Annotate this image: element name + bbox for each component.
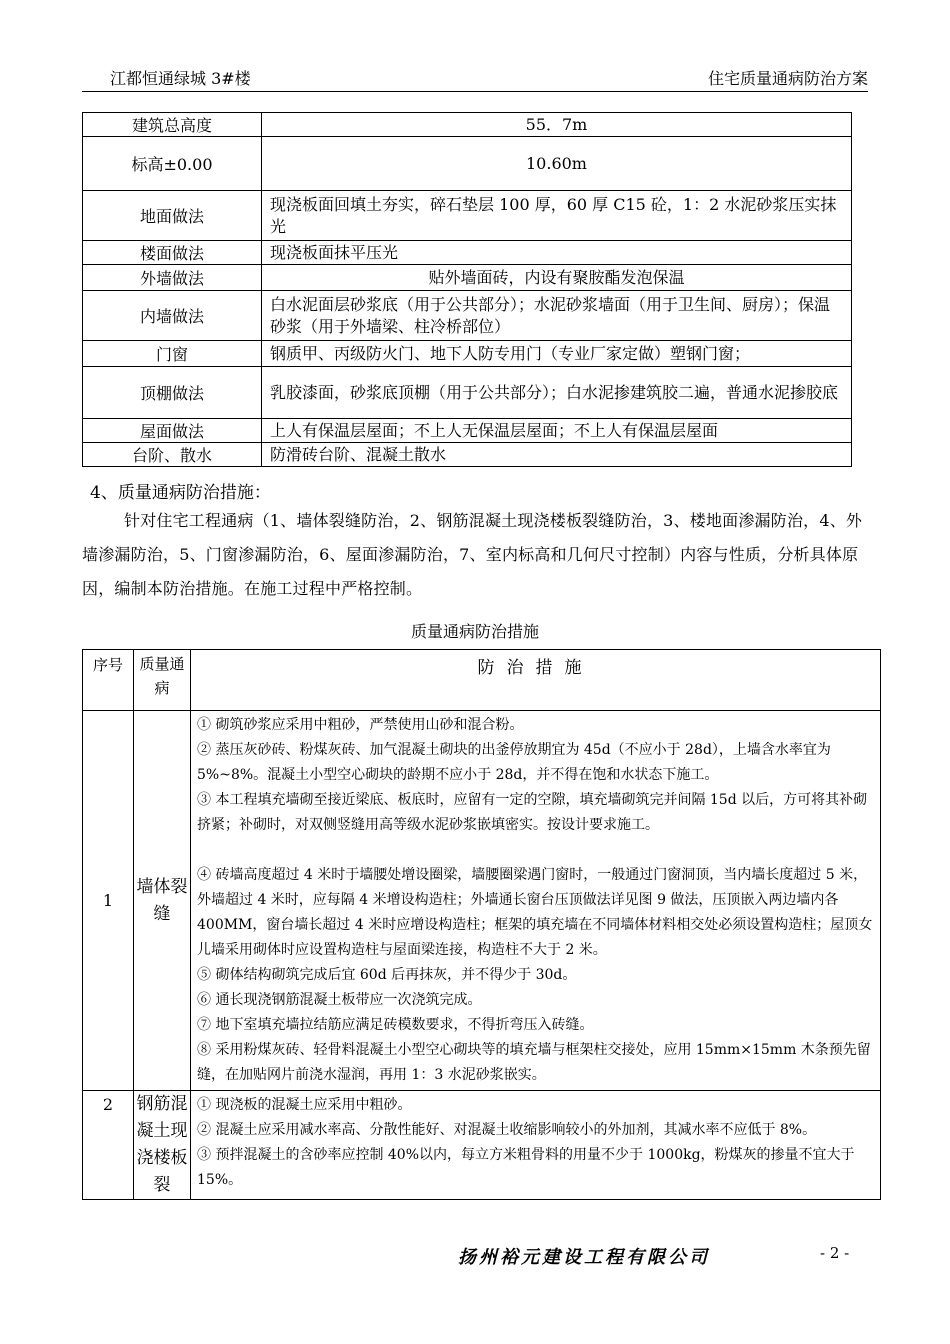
row-no: 2 xyxy=(83,1091,134,1200)
measure-blank-line xyxy=(197,838,874,863)
measure-item: ① 砌筑砂浆应采用中粗砂，严禁使用山砂和混合粉。 xyxy=(197,717,524,733)
spec-value: 10.60m xyxy=(262,137,852,191)
spec-value: 防滑砖台阶、混凝土散水 xyxy=(262,443,852,467)
measure-item: ③ 预拌混凝土的含砂率应控制 40%以内，每立方米粗骨料的用量不少于 1000kg，粉煤灰的掺量不宜大于 15%。 xyxy=(197,1147,855,1188)
header-measures: 防治措施 xyxy=(191,650,881,711)
header-rule xyxy=(82,91,868,92)
spec-value: 乳胶漆面，砂浆底顶棚（用于公共部分）；白水泥掺建筑胶二遍，普通水泥掺胶底 xyxy=(262,367,852,419)
measure-item: ⑦ 地下室填充墙拉结筋应满足砖模数要求，不得折弯压入砖缝。 xyxy=(197,1017,594,1033)
measure-item: ⑥ 通长现浇钢筋混凝土板带应一次浇筑完成。 xyxy=(197,992,482,1008)
spec-value: 白水泥面层砂浆底（用于公共部分）；水泥砂浆墙面（用于卫生间、厨房）；保温砂浆（用于外墙梁、柱冷桥部位） xyxy=(262,291,852,341)
footer-page-number: - 2 - xyxy=(820,1244,850,1262)
spec-label: 楼面做法 xyxy=(83,241,262,265)
spec-row xyxy=(83,137,852,191)
spec-label: 门窗 xyxy=(83,341,262,367)
spec-label: 建筑总高度 xyxy=(83,113,262,137)
section-paragraph: 针对住宅工程通病（1、墙体裂缝防治，2、钢筋混凝土现浇楼板裂缝防治，3、楼地面渗漏防治，4、外墙渗漏防治，5、门窗渗漏防治，6、屋面渗漏防治，7、室内标高和几何尺寸控制）内容与性质，分析具体原因，编制本防治措施。在施工过程中严格控制。 xyxy=(82,511,863,598)
row-type: 钢筋混凝土现浇楼板裂 xyxy=(134,1091,191,1200)
measure-item: ⑤ 砌体结构砌筑完成后宜 60d 后再抹灰，并不得少于 30d。 xyxy=(197,967,577,983)
spec-row xyxy=(83,443,852,467)
measure-item: ① 现浇板的混凝土应采用中粗砂。 xyxy=(197,1097,412,1113)
spec-row xyxy=(83,241,852,265)
spec-value: 钢质甲、丙级防火门、地下人防专用门（专业厂家定做）塑钢门窗； xyxy=(262,341,852,367)
header-no: 序号 xyxy=(83,650,134,711)
spec-row xyxy=(83,291,852,341)
spec-row xyxy=(83,113,852,137)
measures-row xyxy=(83,1091,881,1200)
measure-item: ② 混凝土应采用减水率高、分散性能好、对混凝土收缩影响较小的外加剂，其减水率不应低于 8%。 xyxy=(197,1122,817,1138)
footer-company: 扬州裕元建设工程有限公司 xyxy=(458,1247,710,1268)
measures-table xyxy=(82,649,881,1200)
measure-item: ③ 本工程填充墙砌至接近梁底、板底时，应留有一定的空隙，填充墙砌筑完并间隔 15d 以后，方可将其补砌挤紧；补砌时，对双侧竖缝用高等级水泥砂浆嵌填密实。按设计要求施工。 xyxy=(197,792,868,833)
spec-row xyxy=(83,341,852,367)
building-spec-table xyxy=(82,112,852,467)
header-project: 江都恒通绿城 3#楼 xyxy=(110,69,251,88)
row-measures xyxy=(191,711,881,1091)
spec-label: 标高±0.00 xyxy=(83,137,262,191)
header-type: 质量通病 xyxy=(134,650,191,711)
spec-row xyxy=(83,265,852,291)
measure-item: ⑧ 采用粉煤灰砖、轻骨料混凝土小型空心砌块等的填充墙与框架柱交接处，应用 15mm×15mm 木条预先留缝，在加贴网片前浇水湿润，再用 1：3 水泥砂浆嵌实。 xyxy=(197,1042,871,1083)
spec-row xyxy=(83,419,852,443)
measures-row xyxy=(83,711,881,1091)
spec-row xyxy=(83,191,852,241)
spec-value: 55．7m xyxy=(262,113,852,137)
measure-item: ② 蒸压灰砂砖、粉煤灰砖、加气混凝土砌块的出釜停放期宜为 45d（不应小于 28d），上墙含水率宜为 5%~8%。混凝土小型空心砌块的龄期不应小于 28d，并不得在饱和水状态下施工。 xyxy=(197,742,831,783)
row-type: 墙体裂缝 xyxy=(134,711,191,1091)
spec-label: 外墙做法 xyxy=(83,265,262,291)
table-caption: 质量通病防治措施 xyxy=(410,622,539,641)
spec-label: 地面做法 xyxy=(83,191,262,241)
row-measures xyxy=(191,1091,881,1200)
spec-label: 台阶、散水 xyxy=(83,443,262,467)
measure-item: ④ 砖墙高度超过 4 米时于墙腰处增设圈梁，墙腰圈梁遇门窗时，一般通过门窗洞顶，当内墙长度超过 5 米，外墙超过 4 米时，应每隔 4 米增设构造柱；外墙通长窗台压顶做法详见图 9 做法，压顶嵌入两边墙内各 400MM，窗台墙长超过 4 米时应增设构造柱；框架的填充墙在不同墙体材料相交处必须设置构造柱；屋顶女儿墙采用砌体时应设置构造柱与屋面梁连接，构造柱不大于 2 米。 xyxy=(197,867,873,958)
row-no: 1 xyxy=(83,711,134,1091)
measures-header-row xyxy=(83,650,881,711)
spec-label: 顶棚做法 xyxy=(83,367,262,419)
spec-row xyxy=(83,367,852,419)
spec-label: 内墙做法 xyxy=(83,291,262,341)
header-doc-title: 住宅质量通病防治方案 xyxy=(707,69,868,88)
spec-value: 现浇板面回填土夯实，碎石垫层 100 厚，60 厚 C15 砼，1：2 水泥砂浆压实抹光 xyxy=(262,191,852,241)
section-title: 4、质量通病防治措施： xyxy=(90,483,271,503)
spec-value: 现浇板面抹平压光 xyxy=(262,241,852,265)
spec-value: 贴外墙面砖，内设有聚胺酯发泡保温 xyxy=(262,265,852,291)
spec-label: 屋面做法 xyxy=(83,419,262,443)
spec-value: 上人有保温层屋面；不上人无保温层屋面；不上人有保温层屋面 xyxy=(262,419,852,443)
